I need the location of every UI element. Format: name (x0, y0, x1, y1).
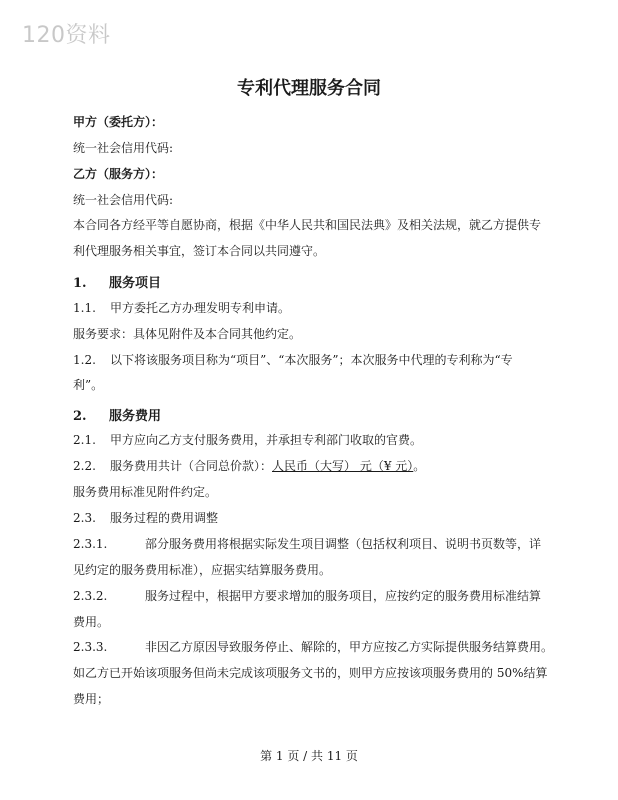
clause-1-2 (73, 353, 553, 367)
clause-2-3-3-continued-1: 如乙方已开始该项服务但尚未完成该项服务文书的，则甲方应按该项服务费用的 50%结算 (73, 666, 548, 680)
page-footer: 第 1 页 / 共 11 页 (260, 749, 358, 763)
clause-text: 非因乙方原因导致服务停止、解除的，甲方应按乙方实际提供服务结算费用。 (145, 640, 554, 654)
section-number: 2. (73, 409, 87, 424)
section-title: 服务费用 (109, 409, 162, 424)
clause-2-3-1-continued: 见约定的服务费用标准），应据实结算服务费用。 (73, 563, 332, 577)
party-a-credit-code: 统一社会信用代码: (73, 141, 174, 155)
clause-text: 服务过程的费用调整 (110, 511, 219, 525)
clause-2-3-2 (73, 589, 553, 603)
section-title: 服务项目 (109, 276, 162, 291)
clause-2-1 (73, 433, 553, 447)
clause-number: 2.3.2. (73, 589, 108, 603)
clause-1-2-continued: 利”。 (73, 378, 104, 392)
clause-number: 2.3.1. (73, 537, 108, 551)
clause-1-1 (73, 301, 553, 315)
section-2-heading (73, 405, 161, 424)
party-b-credit-code: 统一社会信用代码: (73, 193, 174, 207)
intro-paragraph-line-2: 利代理服务相关事宜，签订本合同以共同遵守。 (73, 244, 326, 258)
watermark: 120资料 (22, 23, 111, 48)
clause-number: 1.2. (73, 353, 96, 367)
intro-paragraph-line-1: 本合同各方经平等自愿协商，根据《中华人民共和国民法典》及相关法规，就乙方提供专 (73, 218, 542, 232)
clause-2-3-2-continued: 费用。 (73, 615, 110, 629)
party-a-label: 甲方（委托方）： (73, 115, 164, 129)
section-number: 1. (73, 276, 87, 291)
clause-text: 甲方委托乙方办理发明专利申请。 (110, 301, 291, 315)
clause-2-2 (73, 459, 553, 473)
clause-2-3-3 (73, 640, 553, 654)
clause-2-3-1 (73, 537, 553, 551)
clause-text: 以下将该服务项目称为“项目”、“本次服务”；本次服务中代理的专利称为“专 (110, 353, 513, 367)
clause-number: 2.3. (73, 511, 96, 525)
section-1-heading (73, 272, 161, 291)
clause-text: 服务费用共计（合同总价款）： (110, 459, 273, 473)
fee-standard-note: 服务费用标准见附件约定。 (73, 485, 218, 499)
service-requirements: 服务要求：具体见附件及本合同其他约定。 (73, 327, 302, 341)
clause-end: 。 (413, 459, 426, 473)
clause-number: 2.1. (73, 433, 96, 447)
clause-2-3 (73, 511, 553, 525)
clause-number: 1.1. (73, 301, 96, 315)
page-title: 专利代理服务合同 (237, 78, 381, 99)
clause-text: 部分服务费用将根据实际发生项目调整（包括权利项目、说明书页数等，详 (145, 537, 542, 551)
clause-number: 2.2. (73, 459, 96, 473)
clause-number: 2.3.3. (73, 640, 108, 654)
clause-text: 甲方应向乙方支付服务费用，并承担专利部门收取的官费。 (110, 433, 423, 447)
party-b-label: 乙方（服务方）： (73, 167, 164, 181)
clause-text: 服务过程中，根据甲方要求增加的服务项目，应按约定的服务费用标准结算 (145, 589, 542, 603)
clause-2-3-3-continued-2: 费用； (73, 692, 110, 706)
contract-amount-field: 人民币（大写） 元（¥ 元） (272, 459, 414, 473)
